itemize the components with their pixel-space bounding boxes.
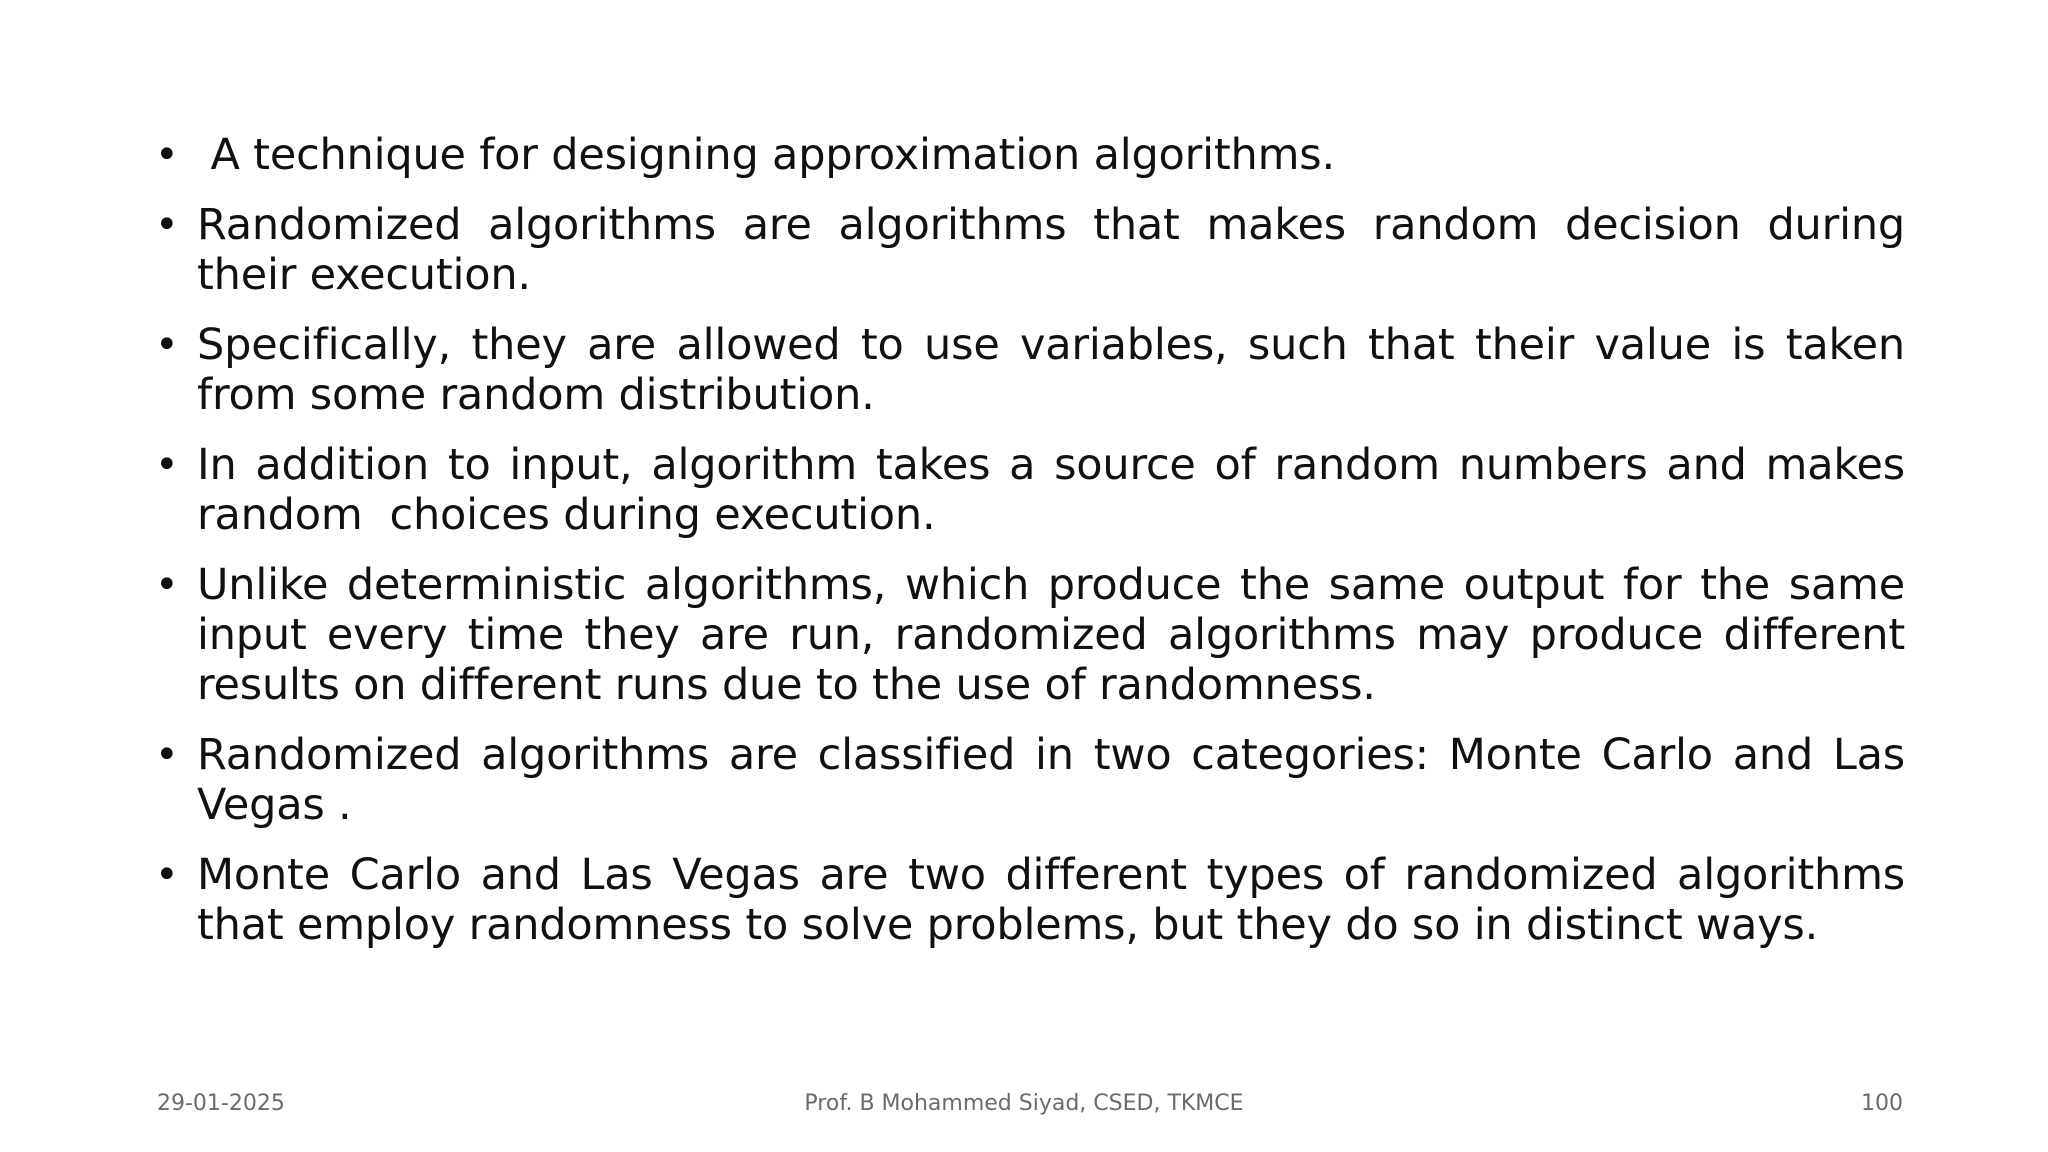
bullet-list	[155, 130, 1919, 970]
bullet-text: Specifically, they are allowed to use variables, such that their value is taken from some random distribution.	[197, 320, 1905, 420]
bullet-item	[155, 130, 1905, 180]
footer-author: Prof. B Mohammed Siyad, CSED, TKMCE	[804, 1091, 1244, 1116]
bullet-text: Randomized algorithms are classified in two categories: Monte Carlo and Las Vegas .	[197, 730, 1905, 830]
bullet-icon: •	[155, 442, 179, 488]
bullet-icon: •	[155, 852, 179, 898]
footer-date: 29-01-2025	[157, 1091, 285, 1116]
bullet-icon: •	[155, 322, 179, 368]
bullet-text: Monte Carlo and Las Vegas are two different types of randomized algorithms that employ randomness to solve problems, but they do so in distinct ways.	[197, 850, 1905, 950]
bullet-item	[155, 440, 1919, 540]
bullet-text: In addition to input, algorithm takes a source of random numbers and makes random choices during execution.	[197, 440, 1919, 540]
bullet-icon: •	[155, 132, 179, 178]
bullet-text: A technique for designing approximation algorithms.	[197, 130, 1335, 180]
bullet-text: Randomized algorithms are algorithms that makes random decision during their execution.	[197, 200, 1905, 300]
bullet-icon: •	[155, 732, 179, 778]
bullet-text: Unlike deterministic algorithms, which produce the same output for the same input every time they are run, randomized algorithms may produce different results on different runs due to the use of randomness.	[197, 560, 1905, 710]
bullet-icon: •	[155, 202, 179, 248]
footer-page-number: 100	[1861, 1091, 1903, 1116]
bullet-item	[155, 320, 1905, 420]
bullet-item	[155, 730, 1905, 830]
bullet-item	[155, 560, 1905, 710]
bullet-item	[155, 200, 1905, 300]
bullet-item	[155, 850, 1905, 950]
bullet-icon: •	[155, 562, 179, 608]
